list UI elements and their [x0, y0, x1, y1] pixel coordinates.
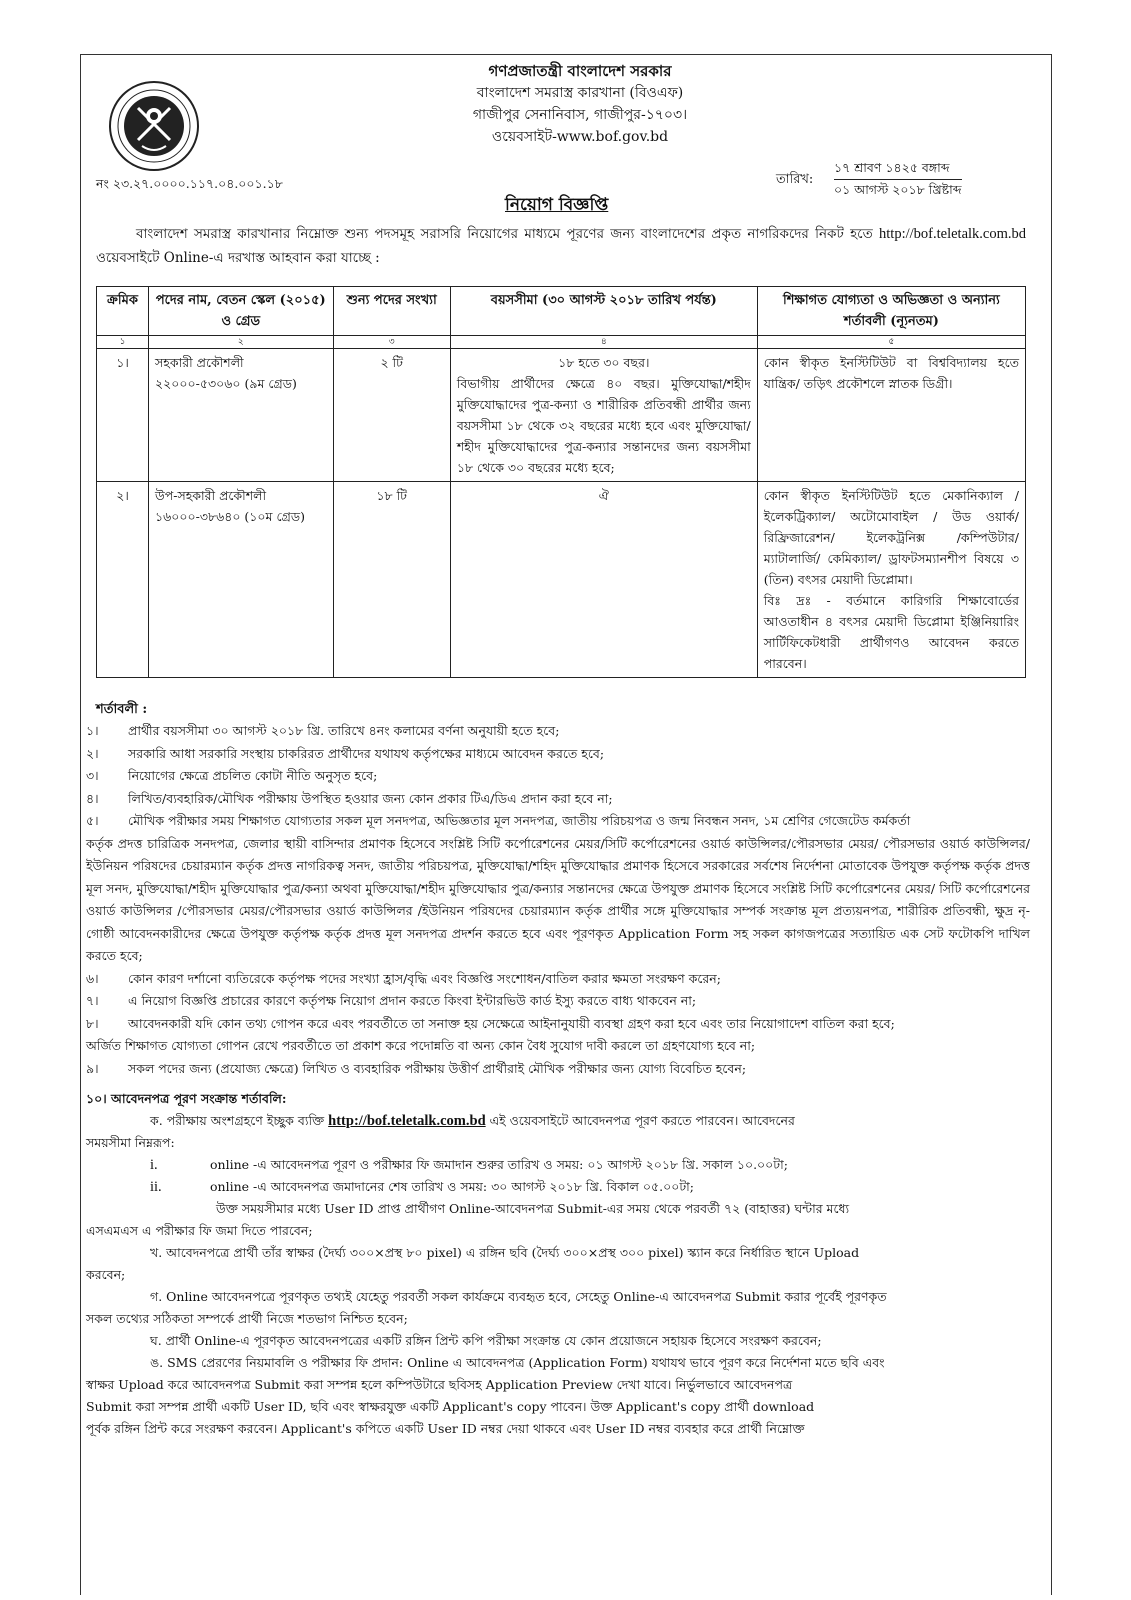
row-count: ২ টি [333, 349, 450, 482]
clause-ka [86, 1110, 1030, 1132]
date-bangla: ১৭ শ্রাবণ ১৪২৫ বঙ্গাব্দ [834, 158, 962, 180]
column-index: ৩ [333, 336, 450, 349]
clause-label: i. [150, 1157, 158, 1173]
row-age: ঐ [450, 482, 757, 678]
table-row [97, 349, 1026, 482]
header-post: পদের নাম, বেতন স্কেল (২০১৫) ও গ্রেড [149, 287, 334, 336]
date-label: তারিখ: [776, 172, 814, 187]
item-number: ৮। [86, 1015, 99, 1031]
item-number: ৫। [86, 813, 99, 828]
application-section [86, 1088, 1030, 1440]
table-header-row [97, 287, 1026, 336]
list-item [86, 743, 1030, 766]
row-post [149, 349, 334, 482]
post-name: সহকারী প্রকৌশলী [155, 355, 244, 370]
header-office: বাংলাদেশ সমরাস্ত্র কারখানা (বিওএফ) [476, 85, 684, 101]
item-text: নিয়োগের ক্ষেত্রে প্রচলিত কোটা নীতি অনুসৃত হবে; [128, 768, 378, 783]
intro-paragraph [96, 222, 1026, 270]
item-text: কোন কারণ দর্শানো ব্যতিরেকে কর্তৃপক্ষ পদের সংখ্যা হ্রাস/বৃদ্ধি এবং বিজ্ঞপ্তি সংশোধন/বাতিল করার ক্ষমতা সংরক্ষণ করেন; [128, 970, 721, 986]
list-item [86, 990, 1030, 1013]
row-serial: ১। [97, 349, 149, 482]
clause-ka-continuation: সময়সীমা নিম্নরূপ: [86, 1135, 175, 1150]
clause-umo-continuation-2: Submit করা সম্পন্ন প্রার্থী একটি User ID, ছবি এবং স্বাক্ষরযুক্ত একটি Applicant's copy পাবেন। উক্ত Applicant's copy প্রার্থী download [86, 1399, 815, 1414]
posts-table [96, 286, 1026, 678]
column-index: ৫ [757, 336, 1025, 349]
clause-label: ক. [150, 1113, 163, 1128]
age-range: ১৮ হতে ৩০ বছর। [558, 355, 650, 370]
row-post [149, 482, 334, 678]
list-item [86, 765, 1030, 788]
list-item [86, 720, 1030, 743]
clause-ii [86, 1176, 1030, 1198]
conditions-heading: শর্তাবলী : [96, 702, 148, 717]
intro-url[interactable]: http://bof.teletalk.com.bd [879, 226, 1026, 242]
clause-ii-continuation-2: এসএমএস এ পরীক্ষার ফি জমা দিতে পারবেন; [86, 1223, 313, 1238]
item-text: লিখিত/ব্যবহারিক/মৌখিক পরীক্ষায় উপস্থিত হওয়ার জন্য কোন প্রকার টিএ/ডিএ প্রদান করা হবে না; [128, 790, 613, 806]
clause-text: পরীক্ষায় অংশগ্রহণে ইচ্ছুক ব্যক্তি [166, 1113, 325, 1128]
item-text: মৌখিক পরীক্ষার সময় শিক্ষাগত যোগ্যতার সকল মূল সনদপত্র, অভিজ্ঞতার মূল সনদপত্র, জাতীয় পরিচয়পত্র ও জন্ম নিবন্ধন সনদ, ১ম শ্রেণির গেজেটেড কর্মকর্তা [128, 813, 911, 828]
item-text: আবেদনকারী যদি কোন তথ্য গোপন করে এবং পরবর্তীতে তা সনাক্ত হয় সেক্ষেত্রে আইনানুযায়ী ব্যবস্থা গ্রহণ করা হবে এবং তার নিয়োগাদেশ বাতিল করা হবে; [128, 1015, 895, 1031]
qualification-note: বিঃ দ্রঃ - বর্তমানে কারিগরি শিক্ষাবোর্ডের আওতাধীন ৪ বৎসর মেয়াদী ডিপ্লোমা ইঞ্জিনিয়ারিং সার্টিফিকেটধারী প্রার্থীগণও আবেদন করতে পারবেন। [763, 593, 1019, 671]
post-name: উপ-সহকারী প্রকৌশলী [155, 488, 267, 503]
clause-ga: গ. Online আবেদনপত্রে পূরণকৃত তথ্যই যেহেতু পরবর্তী সকল কার্যক্রমে ব্যবহৃত হবে, সেহেতু Online-এ আবেদনপত্র Submit করার পূর্বেই পূরণকৃত [150, 1289, 887, 1304]
list-item [86, 968, 1030, 991]
date-english: ০১ আগস্ট ২০১৮ খ্রিষ্টাব্দ [834, 182, 962, 197]
office-header [300, 60, 860, 148]
age-details: বিভাগীয় প্রার্থীদের ক্ষেত্রে ৪০ বছর। মুক্তিযোদ্ধা/শহীদ মুক্তিযোদ্ধাদের পুত্র-কন্যা ও শারীরিক প্রতিবন্ধী প্রার্থীর জন্য বয়সসীমা ১৮ থেকে ৩২ বছরের মধ্যে হবে এবং মুক্তিযোদ্ধা/শহীদ মুক্তিযোদ্ধাদের পুত্র-কন্যার সন্তানদের জন্য বয়সসীমা ১৮ থেকে ৩০ বছরের মধ্যে হবে; [456, 376, 751, 475]
item-text: এ নিয়োগ বিজ্ঞপ্তি প্রচারের কারণে কর্তৃপক্ষ নিয়োগ প্রদান করতে কিংবা ইন্টারভিউ কার্ড ইস্যু করতে বাধ্য থাকবেন না; [128, 993, 697, 1008]
header-website: ওয়েবসাইট-www.bof.gov.bd [491, 129, 669, 145]
clause-kha-continuation: করবেন; [86, 1267, 126, 1282]
item-5-continuation: কর্তৃক প্রদত্ত চারিত্রিক সনদপত্র, জেলার স্থায়ী বাসিন্দার প্রমাণক হিসেবে সংশ্লিষ্ট সিটি কর্পোরেশনের মেয়র/সিটি কর্পোরেশনের ওয়ার্ড কাউন্সিলর/পৌরসভার মেয়র/ পৌরসভার ওয়ার্ড কাউন্সিলর/ইউনিয়ন পরিষদের চেয়ারম্যান কর্তৃক প্রদত্ত নাগরিকত্ব সনদ, জাতীয় পরিচয়পত্র, মুক্তিযোদ্ধা/শহিদ মুক্তিযোদ্ধার প্রমাণক হিসেবে সরকারের সর্বশেষ নির্দেশনা মোতাবেক উপযুক্ত কর্তৃপক্ষ কর্তৃক প্রদত্ত মূল সনদ, মুক্তিযোদ্ধা/শহীদ মুক্তিযোদ্ধার পুত্র/কন্যা অথবা মুক্তিযোদ্ধা/শহীদ মুক্তিযোদ্ধার পুত্র/কন্যার সন্তানদের ক্ষেত্রে উপযুক্ত প্রমাণক হিসেবে সংশ্লিষ্ট সিটি কর্পোরেশনের মেয়র/ সিটি কর্পোরেশনের ওয়ার্ড কাউন্সিলর /পৌরসভার মেয়র/পৌরসভার ওয়ার্ড কাউন্সিলর /ইউনিয়ন পরিষদের চেয়ারম্যান কর্তৃক প্রার্থীর সঙ্গে মুক্তিযোদ্ধার সম্পর্ক সংক্রান্ত মূল প্রত্যয়নপত্র, শারীরিক প্রতিবন্ধী, ক্ষুদ্র নৃ-গোষ্ঠী আবেদনকারীদের ক্ষেত্রে উপযুক্ত কর্তৃপক্ষ কর্তৃক প্রদত্ত মূল সনদপত্র প্রদর্শন করতে হবে এবং পূরণকৃত Application Form সহ সকল কাগজপত্রের সত্যায়িত এক সেট ফটোকপি দাখিল করতে হবে; [86, 835, 1030, 963]
row-age [450, 349, 757, 482]
item-text: সকল পদের জন্য (প্রযোজ্য ক্ষেত্রে) লিখিত ও ব্যবহারিক পরীক্ষায় উত্তীর্ণ প্রার্থীরাই মৌখিক পরীক্ষার জন্য যোগ্য বিবেচিত হবেন; [128, 1060, 747, 1076]
army-emblem-icon [108, 80, 200, 172]
clause-umo: ঙ. SMS প্রেরণের নিয়মাবলি ও পরীক্ষার ফি প্রদান: Online এ আবেদনপত্র (Application Form) যথাযথ ভাবে পূরণ করে নির্দেশনা মতে ছবি এবং [150, 1355, 885, 1370]
clause-text: online -এ আবেদনপত্র পূরণ ও পরীক্ষার ফি জমাদান শুরুর তারিখ ও সময়: ০১ আগস্ট ২০১৮ খ্রি. সকাল ১০.০০টা; [210, 1157, 788, 1172]
item-number: ৯। [86, 1060, 99, 1076]
clause-gha: ঘ. প্রার্থী Online-এ পূরণকৃত আবেদনপত্রের একটি রঙ্গিন প্রিন্ট কপি পরীক্ষা সংক্রান্ত যে কোন প্রয়োজনে সহায়ক হিসেবে সংরক্ষণ করবেন; [150, 1333, 822, 1348]
row-qualification [757, 482, 1025, 678]
column-index-row [97, 336, 1026, 349]
section-heading: ১০। আবেদনপত্র পূরণ সংক্রান্ত শর্তাবলি: [86, 1091, 287, 1106]
intro-text-1: বাংলাদেশ সমরাস্ত্র কারখানার নিম্নোক্ত শুন্য পদসমূহ সরাসরি নিয়োগের মাধ্যমে পূরণের জন্য বাংলাদেশের প্রকৃত নাগরিকদের নিকট হতে [136, 226, 873, 242]
row-qualification: কোন স্বীকৃত ইনস্টিটিউট বা বিশ্ববিদ্যালয় হতে যান্ত্রিক/ তড়িৎ প্রকৌশলে স্নাতক ডিগ্রী। [757, 349, 1025, 482]
date-block [834, 158, 962, 200]
clause-ga-continuation: সকল তথ্যের সঠিকতা সম্পর্কে প্রার্থী নিজে শতভাগ নিশ্চিত হবেন; [86, 1311, 408, 1326]
item-text: প্রার্থীর বয়সসীমা ৩০ আগস্ট ২০১৮ খ্রি. তারিখে ৪নং কলামের বর্ণনা অনুযায়ী হতে হবে; [128, 723, 560, 738]
list-item [86, 788, 1030, 811]
item-number: ৪। [86, 790, 99, 806]
column-index: ২ [149, 336, 334, 349]
header-government: গণপ্রজাতন্ত্রী বাংলাদেশ সরকার [488, 62, 672, 80]
clause-text: এই ওয়েবসাইটে আবেদনপত্র পূরণ করতে পারবেন। আবেদনের [489, 1113, 795, 1128]
clause-text: online -এ আবেদনপত্র জমাদানের শেষ তারিখ ও সময়: ৩০ আগস্ট ২০১৮ খ্রি. বিকাল ০৫.০০টা; [210, 1179, 694, 1194]
table-row [97, 482, 1026, 678]
clause-kha: খ. আবেদনপত্রে প্রার্থী তাঁর স্বাক্ষর (দৈর্ঘ্য ৩০০×প্রস্থ ৮০ pixel) এ রঙ্গিন ছবি (দৈর্ঘ্য ৩০০×প্রস্থ ৩০০ pixel) স্ক্যান করে নির্ধারিত স্থানে Upload [150, 1245, 860, 1260]
list-item [86, 1058, 1030, 1081]
notice-title: নিয়োগ বিজ্ঞপ্তি [505, 195, 609, 215]
item-text: সরকারি আধা সরকারি সংস্থায় চাকরিরত প্রার্থীদের যথাযথ কর্তৃপক্ষের মাধ্যমে আবেদন করতে হবে; [128, 745, 605, 761]
item-number: ১। [86, 723, 99, 738]
header-age: বয়সসীমা (৩০ আগস্ট ২০১৮ তারিখ পর্যন্ত) [450, 287, 757, 336]
clause-i [86, 1154, 1030, 1176]
header-qualification: শিক্ষাগত যোগ্যতা ও অভিজ্ঞতা ও অন্যান্য শর্তাবলী (ন্যূনতম) [757, 287, 1025, 336]
conditions-list [86, 720, 1030, 1080]
header-address: গাজীপুর সেনানিবাস, গাজীপুর-১৭০৩। [472, 107, 688, 123]
list-item [86, 1013, 1030, 1036]
column-index: ৪ [450, 336, 757, 349]
clause-label: ii. [150, 1179, 162, 1195]
clause-umo-continuation-3: পূর্বক রঙ্গিন প্রিন্ট করে সংরক্ষণ করবেন। Applicant's কপিতে একটি User ID নম্বর দেয়া থাকবে এবং User ID নম্বর ব্যবহার করে প্রার্থী নিম্নোক্ত [86, 1421, 805, 1436]
post-scale: ১৬০০০-৩৮৬৪০ (১০ম গ্রেড) [155, 509, 305, 524]
row-count: ১৮ টি [333, 482, 450, 678]
row-serial: ২। [97, 482, 149, 678]
item-number: ২। [86, 745, 99, 761]
list-item [86, 810, 1030, 833]
qualification-text: কোন স্বীকৃত ইনস্টিটিউট হতে মেকানিক্যাল / ইলেকট্রিক্যাল/ অটোমোবাইল / উড ওয়ার্ক/ রিফ্রিজারেশন/ ইলেকট্রনিক্স /কম্পিউটার/ ম্যাটালার্জি/ কেমিক্যাল/ ড্রাফটসম্যানশীপ বিষয়ে ৩ (তিন) বৎসর মেয়াদী ডিপ্লোমা। [763, 488, 1019, 587]
clause-ii-continuation: উক্ত সময়সীমার মধ্যে User ID প্রাপ্ত প্রার্থীগণ Online-আবেদনপত্র Submit-এর সময় থেকে পরবর্তী ৭২ (বাহাত্তর) ঘন্টার মধ্যে [216, 1201, 850, 1216]
header-serial: ক্রমিক [97, 287, 149, 336]
header-count: শুন্য পদের সংখ্যা [333, 287, 450, 336]
post-scale: ২২০০০-৫৩০৬০ (৯ম গ্রেড) [155, 376, 297, 391]
item-number: ৬। [86, 970, 99, 986]
item-8-continuation: অর্জিত শিক্ষাগত যোগ্যতা গোপন রেখে পরবর্তীতে তা প্রকাশ করে পদোন্নতি বা অন্য কোন বৈধ সুযোগ দাবী করলে তা গ্রহণযোগ্য হবে না; [86, 1038, 756, 1053]
memo-number: নং ২৩.২৭.০০০০.১১৭.০৪.০০১.১৮ [96, 176, 283, 191]
item-number: ৭। [86, 993, 99, 1008]
apply-url-link[interactable]: http://bof.teletalk.com.bd [328, 1113, 486, 1129]
item-number: ৩। [86, 768, 99, 783]
clause-umo-continuation-1: স্বাক্ষর Upload করে আবেদনপত্র Submit করা সম্পন্ন হলে কম্পিউটারে ছবিসহ Application Preview দেখা যাবে। নির্ভুলভাবে আবেদনপত্র [86, 1377, 793, 1392]
column-index: ১ [97, 336, 149, 349]
intro-text-2: ওয়েবসাইটে Online-এ দরখাস্ত আহবান করা যাচ্ছে : [96, 250, 380, 266]
